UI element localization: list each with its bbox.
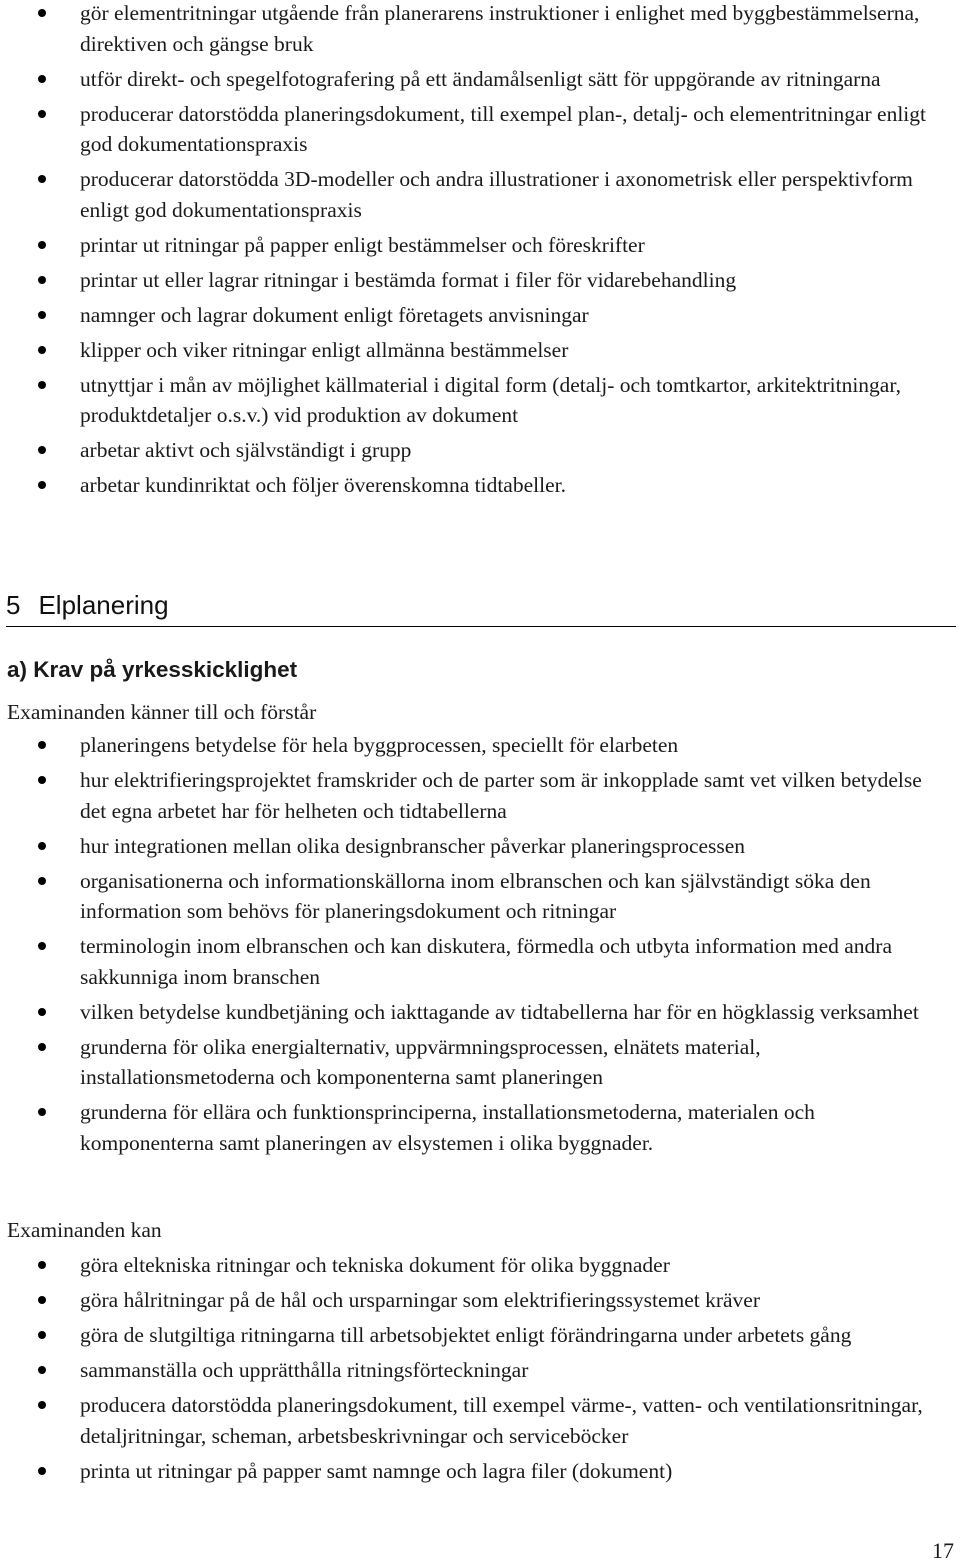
page-number: 17 [932,1538,954,1563]
list-item: utför direkt- och spegelfotografering på ett ändamålsenligt sätt för uppgörande av ritningarna [0,64,960,95]
list-item: printa ut ritningar på papper samt namnge och lagra filer (dokument) [0,1456,960,1487]
intro-can-text: Examinanden kan [7,1218,162,1242]
list-item: göra eltekniska ritningar och tekniska dokument för olika byggnader [0,1250,960,1281]
list-item: producera datorstödda planeringsdokument, till exempel värme-, vatten- och ventilationsritningar, detaljritningar, scheman, arbetsbeskrivningar och serviceböcker [0,1390,960,1451]
list-item: grunderna för ellära och funktionsprinciperna, installationsmetoderna, materialen och komponenterna samt planeringen av elsystemen i olika byggnader. [0,1097,960,1158]
bullet-list-skills-continued [0,0,960,505]
list-item: producerar datorstödda 3D-modeller och andra illustrationer i axonometrisk eller perspektivform enligt god dokumentationspraxis [0,164,960,225]
list-item: arbetar kundinriktat och följer överenskomna tidtabeller. [0,470,960,501]
list-item: printar ut ritningar på papper enligt bestämmelser och föreskrifter [0,230,960,261]
list-item: utnyttjar i mån av möjlighet källmaterial i digital form (detalj- och tomtkartor, arkitektritningar, produktdetaljer o.s.v.) vid produktion av dokument [0,370,960,431]
list-item: göra hålritningar på de hål och ursparningar som elektrifieringssystemet kräver [0,1285,960,1316]
list-item: hur integrationen mellan olika designbranscher påverkar planeringsprocessen [0,831,960,862]
section-number: 5 [6,590,21,620]
list-item: klipper och viker ritningar enligt allmänna bestämmelser [0,335,960,366]
list-item: sammanställa och upprätthålla ritningsförteckningar [0,1355,960,1386]
list-item: producerar datorstödda planeringsdokument, till exempel plan-, detalj- och elementritningar enligt god dokumentationspraxis [0,99,960,160]
list-item: grunderna för olika energialternativ, uppvärmningsprocessen, elnätets material, installationsmetoderna och komponenterna samt planeringen [0,1032,960,1093]
list-item: hur elektrifieringsprojektet framskrider och de parter som är inkopplade samt vet vilken betydelse det egna arbetet har för helheten och tidtabellerna [0,765,960,826]
list-item: göra de slutgiltiga ritningarna till arbetsobjektet enligt förändringarna under arbetets gång [0,1320,960,1351]
list-item: namnger och lagrar dokument enligt företagets anvisningar [0,300,960,331]
bullet-list-knows [0,730,960,1163]
list-item: planeringens betydelse för hela byggprocessen, speciellt för elarbeten [0,730,960,761]
list-item: printar ut eller lagrar ritningar i bestämda format i filer för vidarebehandling [0,265,960,296]
section-title: Elplanering [38,590,169,620]
list-item: arbetar aktivt och självständigt i grupp [0,435,960,466]
section-heading [6,586,956,627]
intro-knows-text: Examinanden känner till och förstår [7,700,317,724]
list-item: terminologin inom elbranschen och kan diskutera, förmedla och utbyta information med andra sakkunniga inom branschen [0,931,960,992]
bullet-list-can [0,1250,960,1491]
list-item: vilken betydelse kundbetjäning och iakttagande av tidtabellerna har för en högklassig verksamhet [0,997,960,1028]
list-item: organisationerna och informationskällorna inom elbranschen och kan självständigt söka den information som behövs för planeringsdokument och ritningar [0,866,960,927]
subsection-heading: a) Krav på yrkesskicklighet [7,657,298,682]
list-item: gör elementritningar utgående från planerarens instruktioner i enlighet med byggbestämmelserna, direktiven och gängse bruk [0,0,960,59]
